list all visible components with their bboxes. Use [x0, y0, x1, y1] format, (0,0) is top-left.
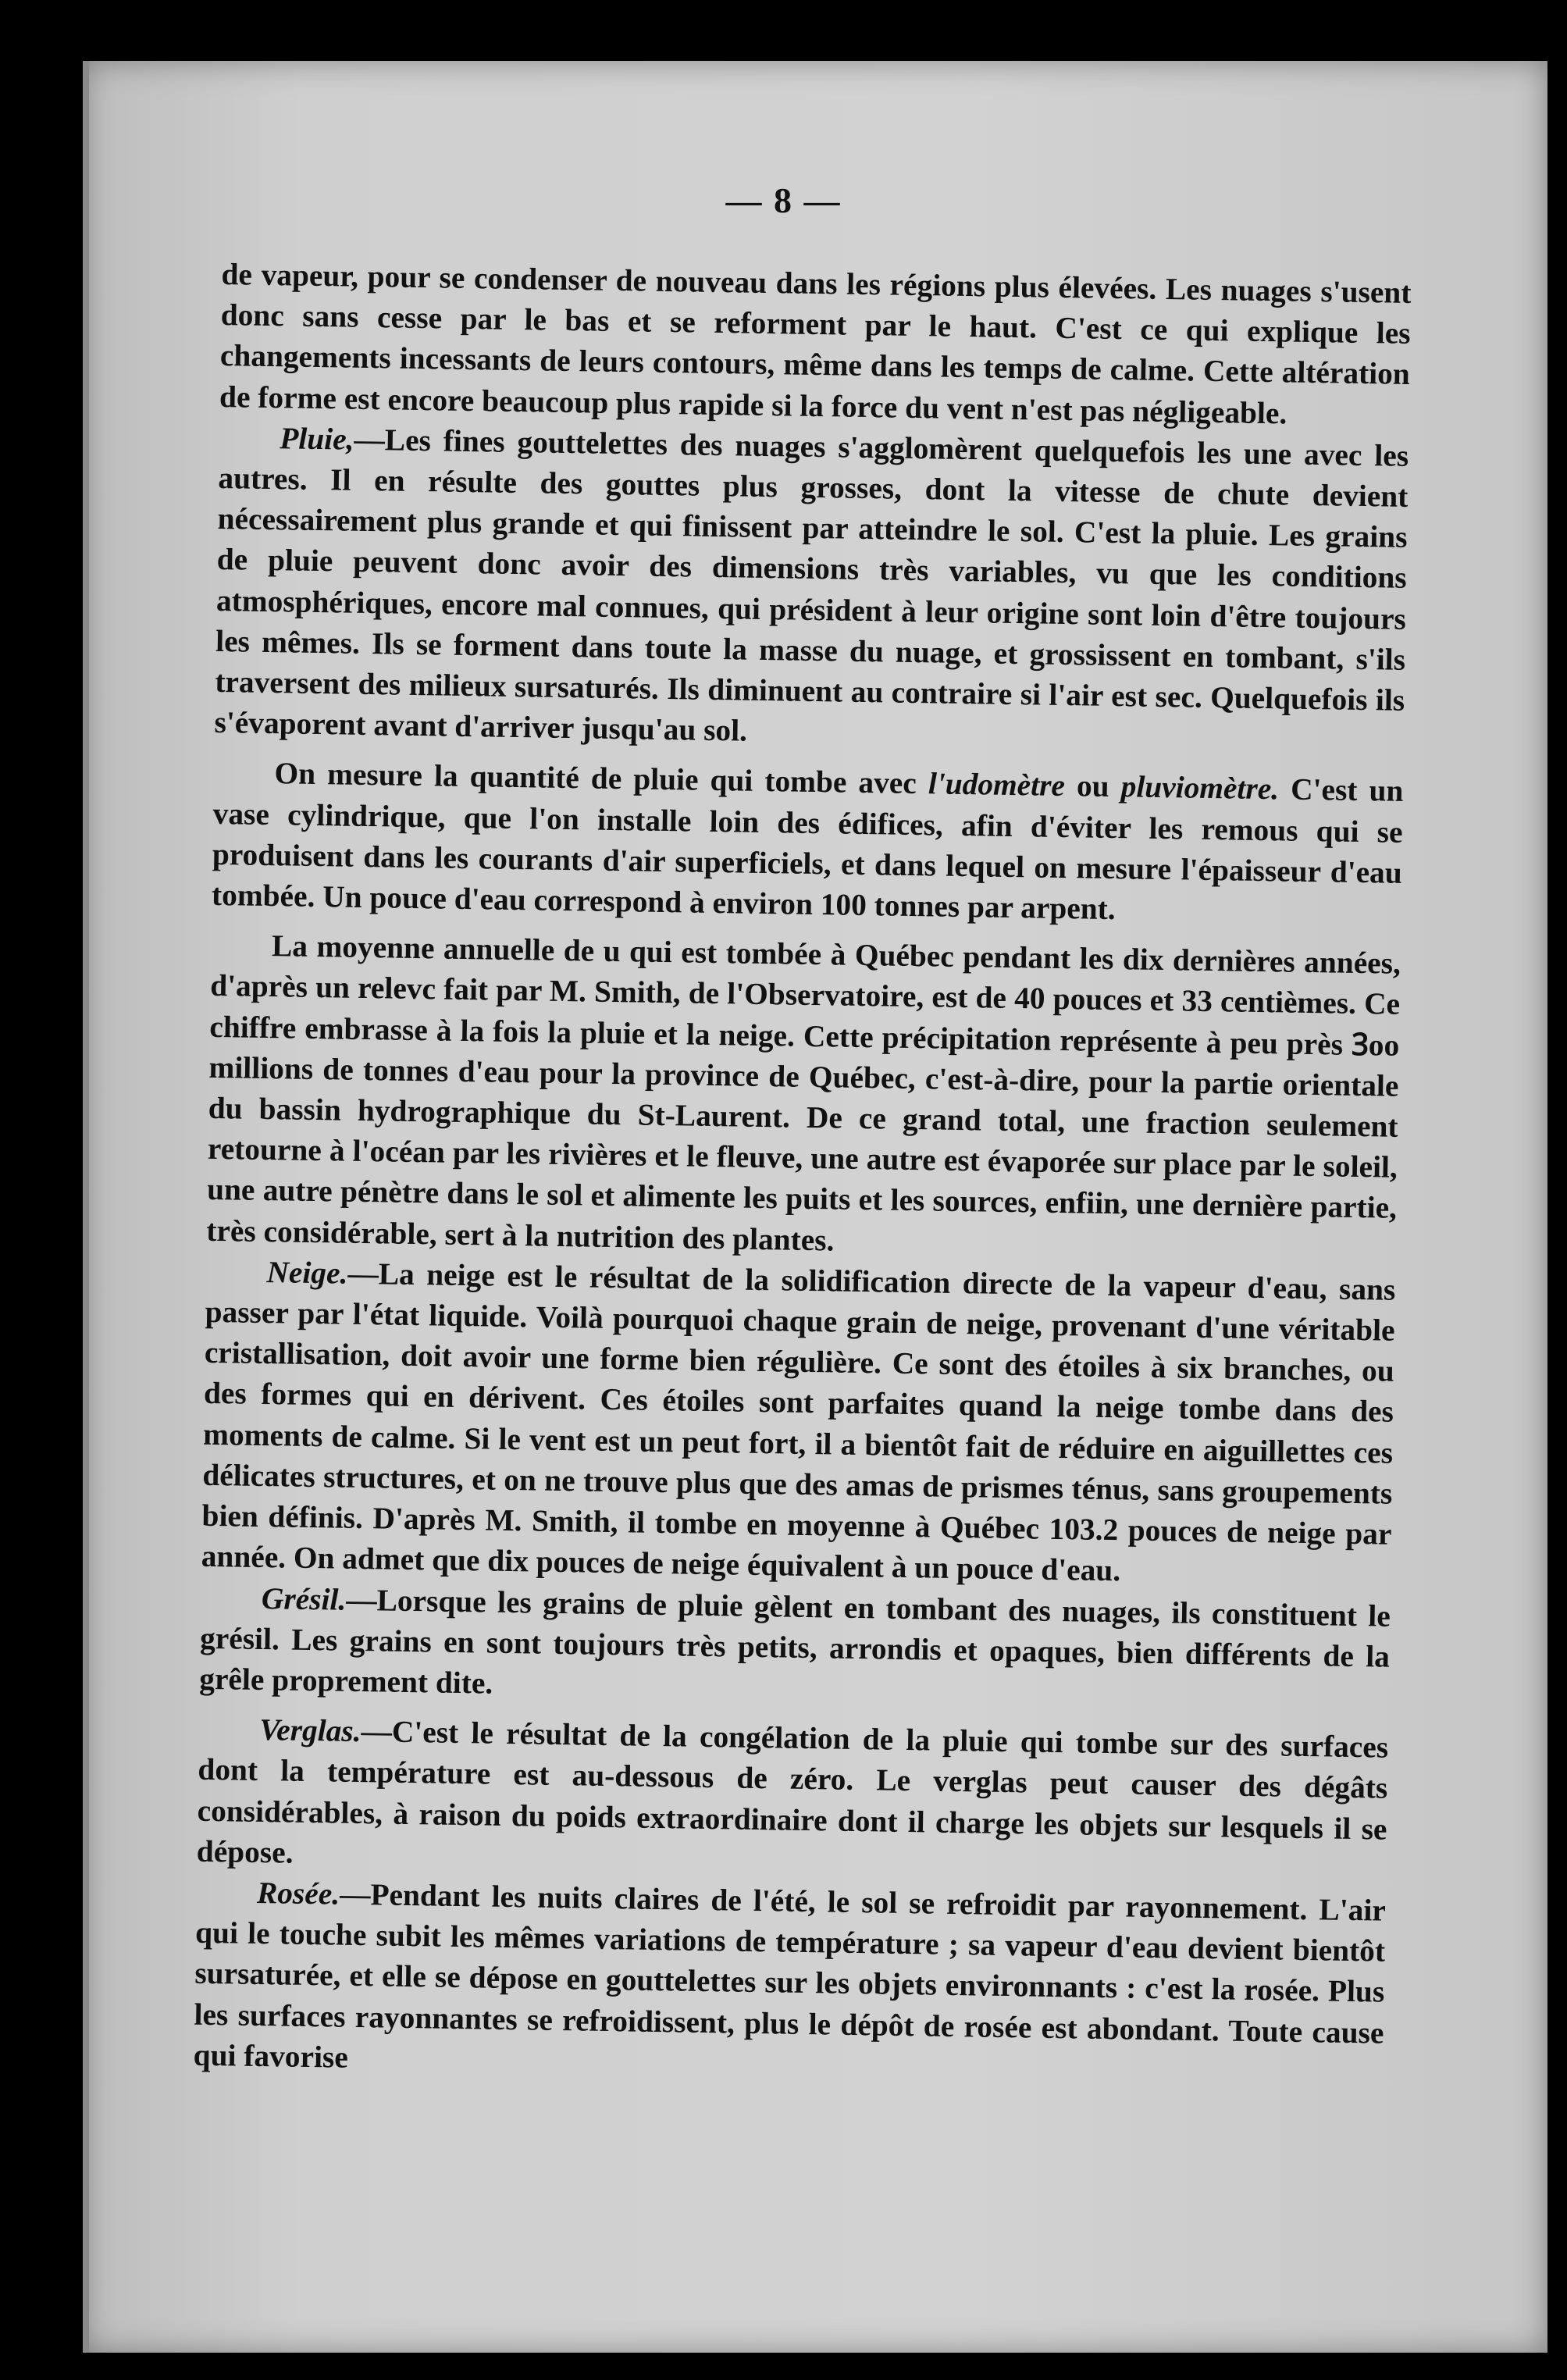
paragraph-neige: Neige.—La neige est le résultat de la solidification directe de la vapeur d'eau, sans passer par l'état liquide. Voilà pourquoi chaque grain de neige, provenant d'une véritable cristallisation, doit avoir une forme bien régulière. Ce sont des étoiles à six branches, ou des formes qui en dérivent. Ces étoiles sont parfaites quand la neige tombe dans des moments de calme. Si le vent est un peut fort, il a bientôt fait de réduire en aiguillettes ces délicates structures, et on ne trouve plus que des amas de prismes ténus, sans groupements bien définis. D'après M. Smith, il tombe en moyenne à Québec 103.2 pouces de neige par année. On admet que dix pouces de neige équivalent à un pouce d'eau. [201, 1254, 1396, 1588]
paragraph-clouds-continued: de vapeur, pour se condenser de nouveau dans les régions plus élevées. Les nuages s'usent donc sans cesse par le bas et se reforment par le haut. C'est ce qui explique les changements incessants de leurs contours, même dans les temps de calme. Cette altération de forme est encore beaucoup plus rapide si la force du vent n'est pas négligeable. [219, 256, 1412, 431]
heading-neige: Neige. [266, 1254, 348, 1291]
paragraph-udometre: On mesure la quantité de pluie qui tombe avec l'udomètre ou pluviomètre. C'est un vase cylindrique, que l'on installe loin des édifices, afin d'éviter les remous qui se produisent dans les courants d'air superficiels, et dans lequel on mesure l'épaisseur d'eau tombée. Un pouce d'eau correspond à environ 100 tonnes par arpent. [211, 756, 1404, 927]
paragraph-pluie: Pluie,—Les fines gouttelettes des nuages s'agglomèrent quelquefois les une avec les autres. Il en résulte des gouttes plus grosses, dont la vitesse de chute devient nécessairement plus grande et qui finissent par atteindre le sol. C'est la pluie. Les grains de pluie peuvent donc avoir des dimensions très variables, vu que les conditions atmosphériques, encore mal connues, qui président à leur origine sont loin d'être toujours les mêmes. Ils se forment dans toute la masse du nuage, et grossissent en tombant, s'ils traversent des milieux sursaturés. Ils diminuent au contraire si l'air est sec. Quelquefois ils s'évaporent avant d'arriver jusqu'au sol. [214, 421, 1409, 748]
term-udometre: l'udomètre [928, 766, 1066, 803]
body-text [193, 254, 1411, 2094]
page-binding-edge [83, 61, 89, 2353]
heading-gresil: Grésil. [261, 1580, 347, 1617]
paragraph-gresil: Grésil.—Lorsque les grains de pluie gèlent en tombant des nuages, ils constituent le grésil. Les grains en sont toujours très petits, arrondis et opaques, bien différents de la grêle proprement dite. [198, 1580, 1391, 1701]
paragraph-verglas: Verglas.—C'est le résultat de la congélation de la pluie qui tombe sur des surfaces dont la température est au-dessous de zéro. Le verglas peut causer des dégâts considérables, à raison du poids extraordinaire dont il charge les objets sur lesquels il se dépose. [196, 1712, 1389, 1870]
term-pluviometre: pluviomètre. [1120, 769, 1280, 807]
heading-pluie: Pluie, [279, 421, 354, 457]
page-number: — 8 — [725, 180, 842, 220]
paragraph-moyenne-annuelle: La moyenne annuelle de u qui est tombée à Québec pendant les dix dernières années, d'après un relevc fait par M. Smith, de l'Observatoire, est de 40 pouces et 33 centièmes. Ce chiffre embrasse à la fois la pluie et la neige. Cette précipitation représente à peu près Ꝫoo millions de tonnes d'eau pour la province de Québec, c'est-à-dire, pour la partie orientale du bassin hydrographique du St-Laurent. De ce grand total, une fraction seulement retourne à l'océan par les rivières et le fleuve, une autre est évaporée sur place par le soleil, une autre pénètre dans le sol et alimente les puits et les sources, enfiin, une dernière partie, très considérable, sert à la nutrition des plantes. [206, 928, 1401, 1258]
heading-rosee: Rosée. [256, 1875, 340, 1911]
paragraph-rosee: Rosée.—Pendant les nuits claires de l'été, le sol se refroidit par rayonnement. L'air qui le touche subit les mêmes variations de température ; sa vapeur d'eau devient bientôt sursaturée, et elle se dépose en gouttelettes sur les objets environnants : c'est la rosée. Plus les surfaces rayonnantes se refroidissent, plus le dépôt de rosée est abondant. Toute cause qui favorise [193, 1875, 1387, 2075]
heading-verglas: Verglas. [258, 1712, 361, 1749]
